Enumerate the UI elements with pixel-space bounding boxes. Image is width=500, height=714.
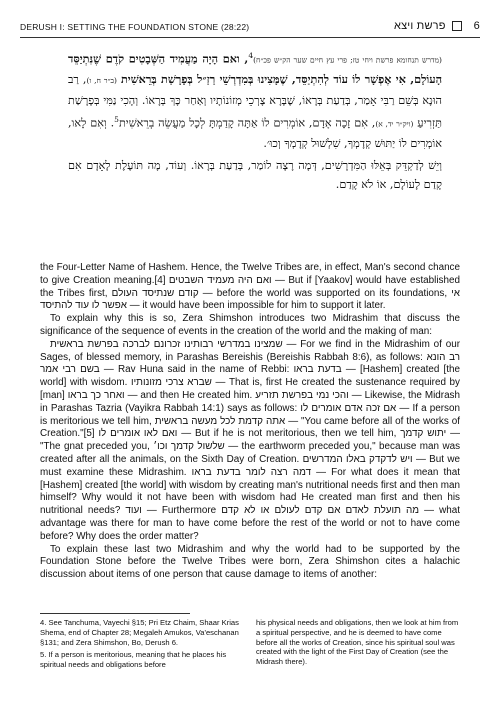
english-text-block (40, 262, 460, 582)
header-right (388, 20, 480, 32)
footnote-column-right (256, 618, 460, 673)
hebrew-text: , רַב הוּנָא בְּשֵׁם רַבִּי אָמַר, בְּדַעַת בְּרָאוֹ, שֶׁבָּרָא צָרְכֵי מְזוֹנוֹתָיו וְאַחַר כָּךְ בְּרָאוֹ. וְהָכִי נַמִּי בְּפָרָשַׁת תַּזְרִיעַ (68, 73, 442, 130)
footnote-rule (40, 613, 190, 614)
square-ornament-icon (452, 21, 462, 31)
english-paragraph-2: To explain why this is so, Zera Shimshon introduces two Midrashim that discuss the significance of the sequence of events in the creation of the world and the making of man: (40, 313, 460, 337)
hebrew-paragraph-1 (68, 46, 442, 154)
footnote-ref: 5 (114, 115, 119, 125)
chapter-title: DERUSH I: SETTING THE FOUNDATION STONE (28:22) (20, 22, 250, 32)
page-number: 6 (473, 20, 480, 32)
hebrew-source: (ב״ר ח, ו) (86, 76, 117, 86)
footnotes (40, 618, 460, 673)
english-paragraph-4: To explain these last two Midrashim and why the world had to be supported by the Foundation Stone before the Twelve Tribes were born, Zera Shimshon cites a halachic discussion about items of one person that cause damage to items of another: (40, 543, 460, 581)
footnote-column-left (40, 618, 244, 673)
hebrew-text-block (68, 46, 442, 195)
hebrew-text: , ואם הָיָה מַעֲמִיד הַשְּׁבָטִים קֹדֶם שֶׁנִּתְיַסֵּד הָעוֹלָם, אִי אֶפְשָׁר לוֹ עוֹד לְהִתְיַסֵּד, שֶׁמָּצִינוּ בְּמִדְרְשֵׁי רַזַ״ל בְּפָרָשַׁת בְּרֵאשִׁית (68, 51, 443, 87)
footnote: his physical needs and obligations, then we look at him from a spiritual perspective, and he is deemed to have come before all the works of Creation, since his spiritual soul was created with the light of the First Day of Creation (see the Midrash there). (256, 618, 459, 667)
english-paragraph-1: the Four-Letter Name of Hashem. Hence, the Twelve Tribes are, in effect, Man's second chance to give Creation meaning.[4] ואם היה מעמיד השבטים — But if [Yaakov] would have established the Tribes first, קודם שנתיסד העולם — before the world was supported on its foundations, אי אפשר לו עוד להתיסד — it would have been impossible for him to support it later. (40, 262, 461, 312)
header-rule (20, 37, 480, 38)
running-header (20, 20, 480, 36)
footnote: 4. See Tanchuma, Vayechi §15; Pri Etz Chaim, Shaar Krias Shema, end of Chapter 28; Megaleh Amukos, Va'eschanan §131; and Zera Shimshon, Bo, Derush 6. (40, 618, 239, 647)
hebrew-text: , אִם זָכָה אָדָם, אוֹמְרִים לוֹ אַתָּה קָדַמְתָּ לְכָל מַעֲשֵׂה בְרֵאשִׁית (118, 116, 376, 130)
footnote: 5. If a person is meritorious, meaning that he places his spiritual needs and obligations before (40, 650, 227, 670)
hebrew-source: (ויק״ר יד, א) (375, 119, 414, 129)
hebrew-paragraph-2: וְיֵשׁ לְדַקְדֵּק בְּאֵלּוּ הַמִּדְרָשִׁים, דְּמָה רָצָה לוֹמַר, בְּדַעַת בְּרָאוֹ. וְעוֹד, מָה תּוֹעֶלֶת לָאָדָם אִם קָדַם לָעוֹלָם, אוֹ לֹא קָדַם. (68, 158, 442, 192)
footnote-ref: 4 (248, 51, 254, 60)
parasha-title: פרשת ויצא (393, 20, 446, 32)
hebrew-source: (מדרש תנחומא פרשת ויחי טז; פרי עץ חיים שער הק״ש פכ״ח) (253, 55, 442, 65)
english-paragraph-3: שמצינו במדרשי רבותינו זכרונם לברכה בפרשת בראשית — For we find in the Midrashim of our Sages, of blessed memory, in Parashas Bereishis (Bereishis Rabbah 8:6), as follows: רב הונא בשם רבי אמר — Rav Huna said in the name of Rebbi: בדעת בראו — [Hashem] created [the world] with wisdom. שברא צרכי מזונותיו — That is, first He created the sustenance required by [man] ואחר כך בראו — and then He created him. והכי נמי בפרשת תזריע — Likewise, the Midrash in Parashas Tazria (Vayikra Rabbah 14:1) says as follows: אם זכה אדם אומרים לו — If a person is meritorious we tell him, אתה קדמת לכל מעשה בראשית — "You came before all of the works of Creation."[5] ואם לאו אומרים לו — But if he is not meritorious, then we tell him, יתוש קדמך — "The gnat preceded you, שלשול קדמך וכו׳ — the earthworm preceded you," because man was created after all the animals, on the Sixth Day of Creation. ויש לדקדק באלו המדרשים — But we must examine these Midrashim. דמה רצה לומר בדעת בראו — For what does it mean that [Hashem] created [the world] with wisdom by creating man's nutritional needs first and then man himself? Why would it not have been with wisdom had He created man first and then his nutritional needs? ועוד — Furthermore מה תועלת לאדם אם קדם לעולם או לא קדם — what advantage was there for man to have come before the rest of the world or not to have come before? Why does the order matter? (40, 338, 461, 542)
hebrew-text: . וְאִם לָאו, אוֹמְרִים לוֹ יַתּוּשׁ קְדָמְךָ, שִׁלְשׁוּל קְדָמְךָ וְכוּ׳. (68, 116, 442, 151)
